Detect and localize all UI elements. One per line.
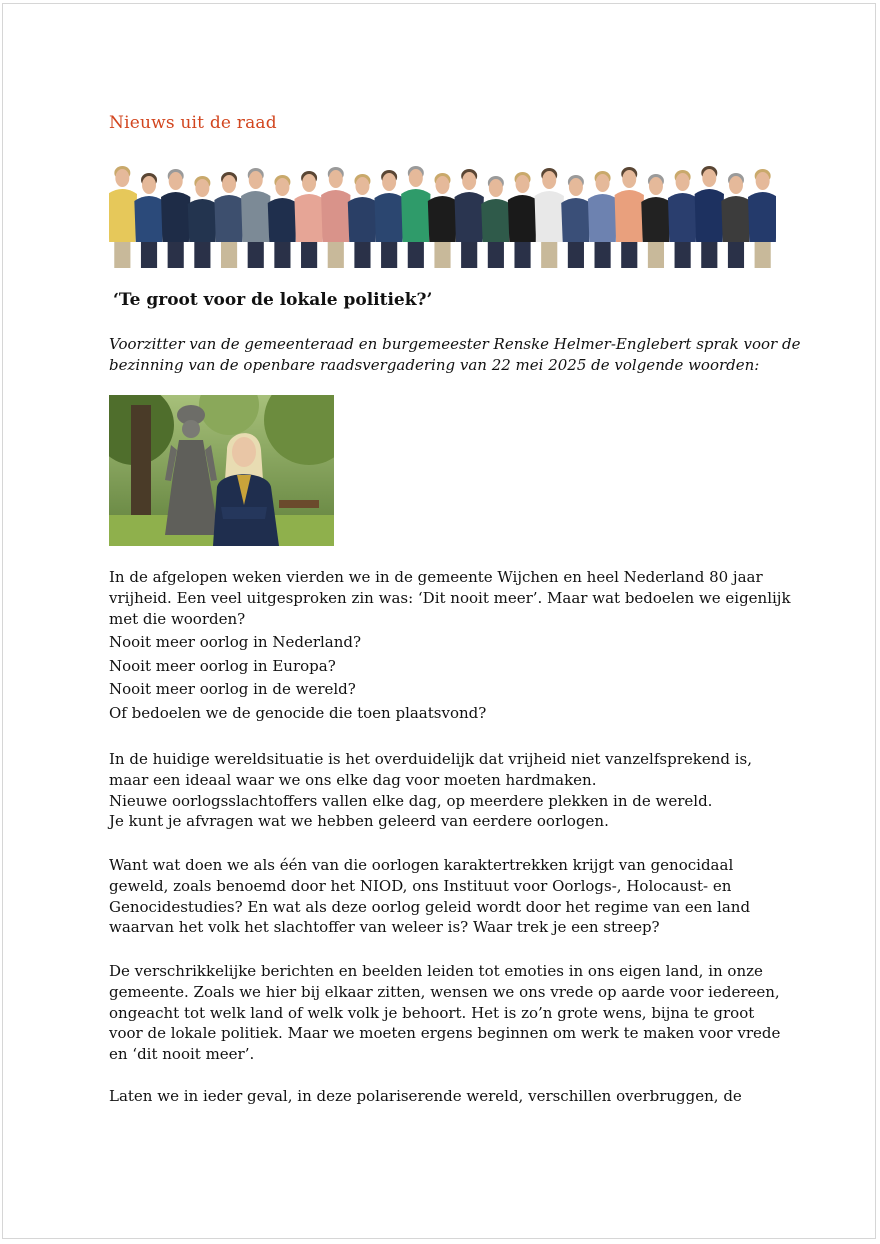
paragraph-line: gemeente. Zoals we hier bij elkaar zitten, wensen we ons vrede op aarde voor iedereen,	[109, 982, 780, 1001]
council-member-figure	[134, 173, 163, 268]
council-member-figure	[561, 175, 590, 268]
council-member-figure	[641, 174, 670, 268]
paragraph-line: Want wat doen we als één van die oorlogen karaktertrekken krijgt van genocidaal	[109, 856, 734, 874]
council-member-figure	[535, 168, 564, 268]
paragraph-line: In de huidige wereldsituatie is het overduidelijk dat vrijheid niet vanzelfsprekend is,	[109, 750, 753, 768]
council-member-figure	[374, 170, 403, 268]
paragraph-line: met die woorden?	[109, 609, 246, 628]
question-line: Nooit meer oorlog in Nederland?	[109, 633, 362, 651]
council-member-figure	[721, 173, 750, 268]
paragraph-line: vrijheid. Een veel uitgesproken zin was: ‘Dit nooit meer’. Maar wat bedoelen we eigenlijk	[109, 588, 791, 607]
paragraph-2	[109, 749, 779, 832]
question-line: Nooit meer oorlog in Europa?	[109, 656, 336, 675]
council-member-figure	[508, 172, 537, 268]
council-group-illustration	[109, 162, 776, 268]
document-page	[2, 3, 876, 1239]
council-member-figure	[321, 167, 350, 268]
paragraph-line: In de afgelopen weken vierden we in de gemeente Wijchen en heel Nederland 80 jaar	[109, 568, 763, 586]
council-member-figure	[588, 171, 617, 268]
intro-line: bezinning van de openbare raadsvergadering van 22 mei 2025 de volgende woorden:	[109, 356, 760, 374]
council-member-figure	[268, 175, 297, 268]
council-member-figure	[214, 172, 243, 268]
paragraph-line: Laten we in ieder geval, in deze polariserende wereld, verschillen overbruggen, de	[109, 1087, 742, 1105]
council-member-figure	[294, 171, 323, 268]
council-member-figure	[161, 169, 190, 268]
article-intro	[109, 334, 801, 376]
question-line: Nooit meer oorlog in de wereld?	[109, 680, 356, 699]
council-member-figure	[401, 166, 430, 268]
paragraph-line: geweld, zoals benoemd door het NIOD, ons Instituut voor Oorlogs-, Holocaust- en	[109, 876, 732, 895]
council-member-figure	[241, 168, 270, 268]
council-member-figure	[348, 174, 377, 268]
paragraph-line: Je kunt je afvragen wat we hebben geleerd van eerdere oorlogen.	[109, 812, 609, 831]
council-member-figure	[109, 166, 137, 268]
paragraph-3	[109, 855, 779, 938]
question-line: Of bedoelen we de genocide die toen plaatsvond?	[109, 704, 487, 723]
section-label: Nieuws uit de raad	[109, 113, 277, 133]
mayor-portrait-photo	[109, 395, 334, 546]
question-list	[109, 631, 779, 726]
paragraph-line: Nieuwe oorlogsslachtoffers vallen elke dag, op meerdere plekken in de wereld.	[109, 791, 713, 810]
paragraph-line: Genocidestudies? En wat als deze oorlog geleid wordt door het regime van een land	[109, 897, 751, 916]
paragraph-line: waarvan het volk het slachtoffer van weleer is? Waar trek je een streep?	[109, 918, 660, 937]
paragraph-1	[109, 567, 791, 629]
council-member-figure	[481, 176, 510, 268]
article-title: ‘Te groot voor de lokale politiek?’	[113, 290, 433, 310]
paragraph-4	[109, 961, 779, 1065]
paragraph-5	[109, 1086, 779, 1107]
council-member-figure	[615, 167, 644, 268]
council-member-figure	[748, 169, 776, 268]
council-member-figure	[455, 169, 484, 268]
paragraph-line: en ‘dit nooit meer’.	[109, 1045, 255, 1064]
council-member-figure	[188, 176, 217, 268]
paragraph-line: De verschrikkelijke berichten en beelden leiden tot emoties in ons eigen land, in onze	[109, 962, 763, 980]
intro-line: Voorzitter van de gemeenteraad en burgemeester Renske Helmer-Englebert sprak voor de	[109, 335, 801, 353]
council-member-figure	[668, 170, 697, 268]
portrait-illustration	[109, 395, 334, 546]
council-member-figure	[695, 166, 724, 268]
council-group-photo	[109, 162, 776, 268]
council-member-figure	[428, 173, 457, 268]
paragraph-line: voor de lokale politiek. Maar we moeten ergens beginnen om werk te maken voor vrede	[109, 1024, 781, 1043]
paragraph-line: ongeacht tot welk land of welk volk je behoort. Het is zo’n grote wens, bijna te groot	[109, 1003, 755, 1022]
paragraph-line: maar een ideaal waar we ons elke dag voor moeten hardmaken.	[109, 770, 597, 789]
